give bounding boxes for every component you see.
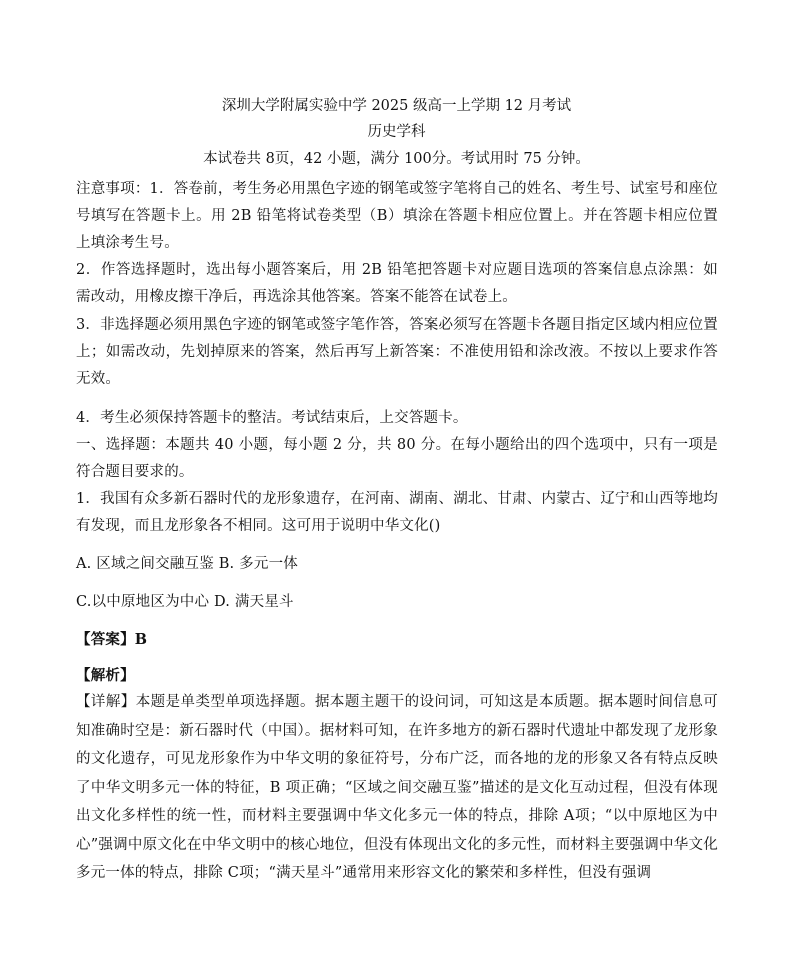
exam-subject: 历史学科 xyxy=(367,124,426,140)
question-stem: 1．我国有众多新石器时代的龙形象遗存，在河南、湖南、湖北、甘肃、内蒙古、辽宁和山西等地均有发现，而且龙形象各不相同。这可用于说明中华文化() xyxy=(76,491,718,534)
note-4: 4．考生必须保持答题卡的整洁。考试结束后，上交答题卡。 xyxy=(76,410,468,426)
exam-title: 深圳大学附属实验中学 2025 级高一上学期 12 月考试 xyxy=(221,98,572,114)
note-2: 2．作答选择题时，选出每小题答案后，用 2B 铅笔把答题卡对应题目选项的答案信息点涂黑：如需改动，用橡皮擦干净后，再选涂其他答案。答案不能答在试卷上。 xyxy=(76,262,718,305)
note-3: 3．非选择题必须用黑色字迹的钢笔或签字笔作答，答案必须写在答题卡各题目指定区域内相应位置上；如需改动，先划掉原来的答案，然后再写上新答案：不准使用铅和涂改液。不按以上要求作答无效。 xyxy=(76,317,718,387)
section-heading: 一、选择题：本题共 40 小题，每小题 2 分，共 80 分。在每小题给出的四个选项中，只有一项是符合题目要求的。 xyxy=(76,437,718,480)
options-ab: A. 区域之间交融互鉴 B. 多元一体 xyxy=(76,556,298,572)
analysis-label: 【解析】 xyxy=(76,667,135,684)
options-cd: C.以中原地区为中心 D. 满天星斗 xyxy=(76,594,294,610)
exam-info: 本试卷共 8页，42 小题，满分 100分。考试用时 75 分钟。 xyxy=(203,151,590,167)
answer-label: 【答案】B xyxy=(76,631,148,648)
analysis-text: 【详解】本题是单类型单项选择题。据本题主题干的设问词，可知这是本质题。据本题时间信息可知准确时空是：新石器时代（中国）。据材料可知，在许多地方的新石器时代遗址中都发现了龙形象的文化遗存，可见龙形象作为中华文明的象征符号，分布广泛，而各地的龙的形象又各有特点反映了中华文明多元一体的特征，B 项正确；“区域之间交融互鉴”描述的是文化互动过程，但没有体现出文化多样性的统一性，而材料主要强调中华文化多元一体的特点，排除 A项；“以中原地区为中心”强调中原文化在中华文明中的核心地位，但没有体现出文化的多元性，而材料主要强调中华文化多元一体的特点，排除 C项；“满天星斗”通常用来形容文化的繁荣和多样性，但没有强调 xyxy=(76,694,718,881)
note-1: 注意事项：1．答卷前，考生务必用黑色字迹的钢笔或签字笔将自己的姓名、考生号、试室号和座位号填写在答题卡上。用 2B 铅笔将试卷类型（B）填涂在答题卡相应位置上。并在答题卡相应位置上填涂考生号。 xyxy=(76,181,718,251)
